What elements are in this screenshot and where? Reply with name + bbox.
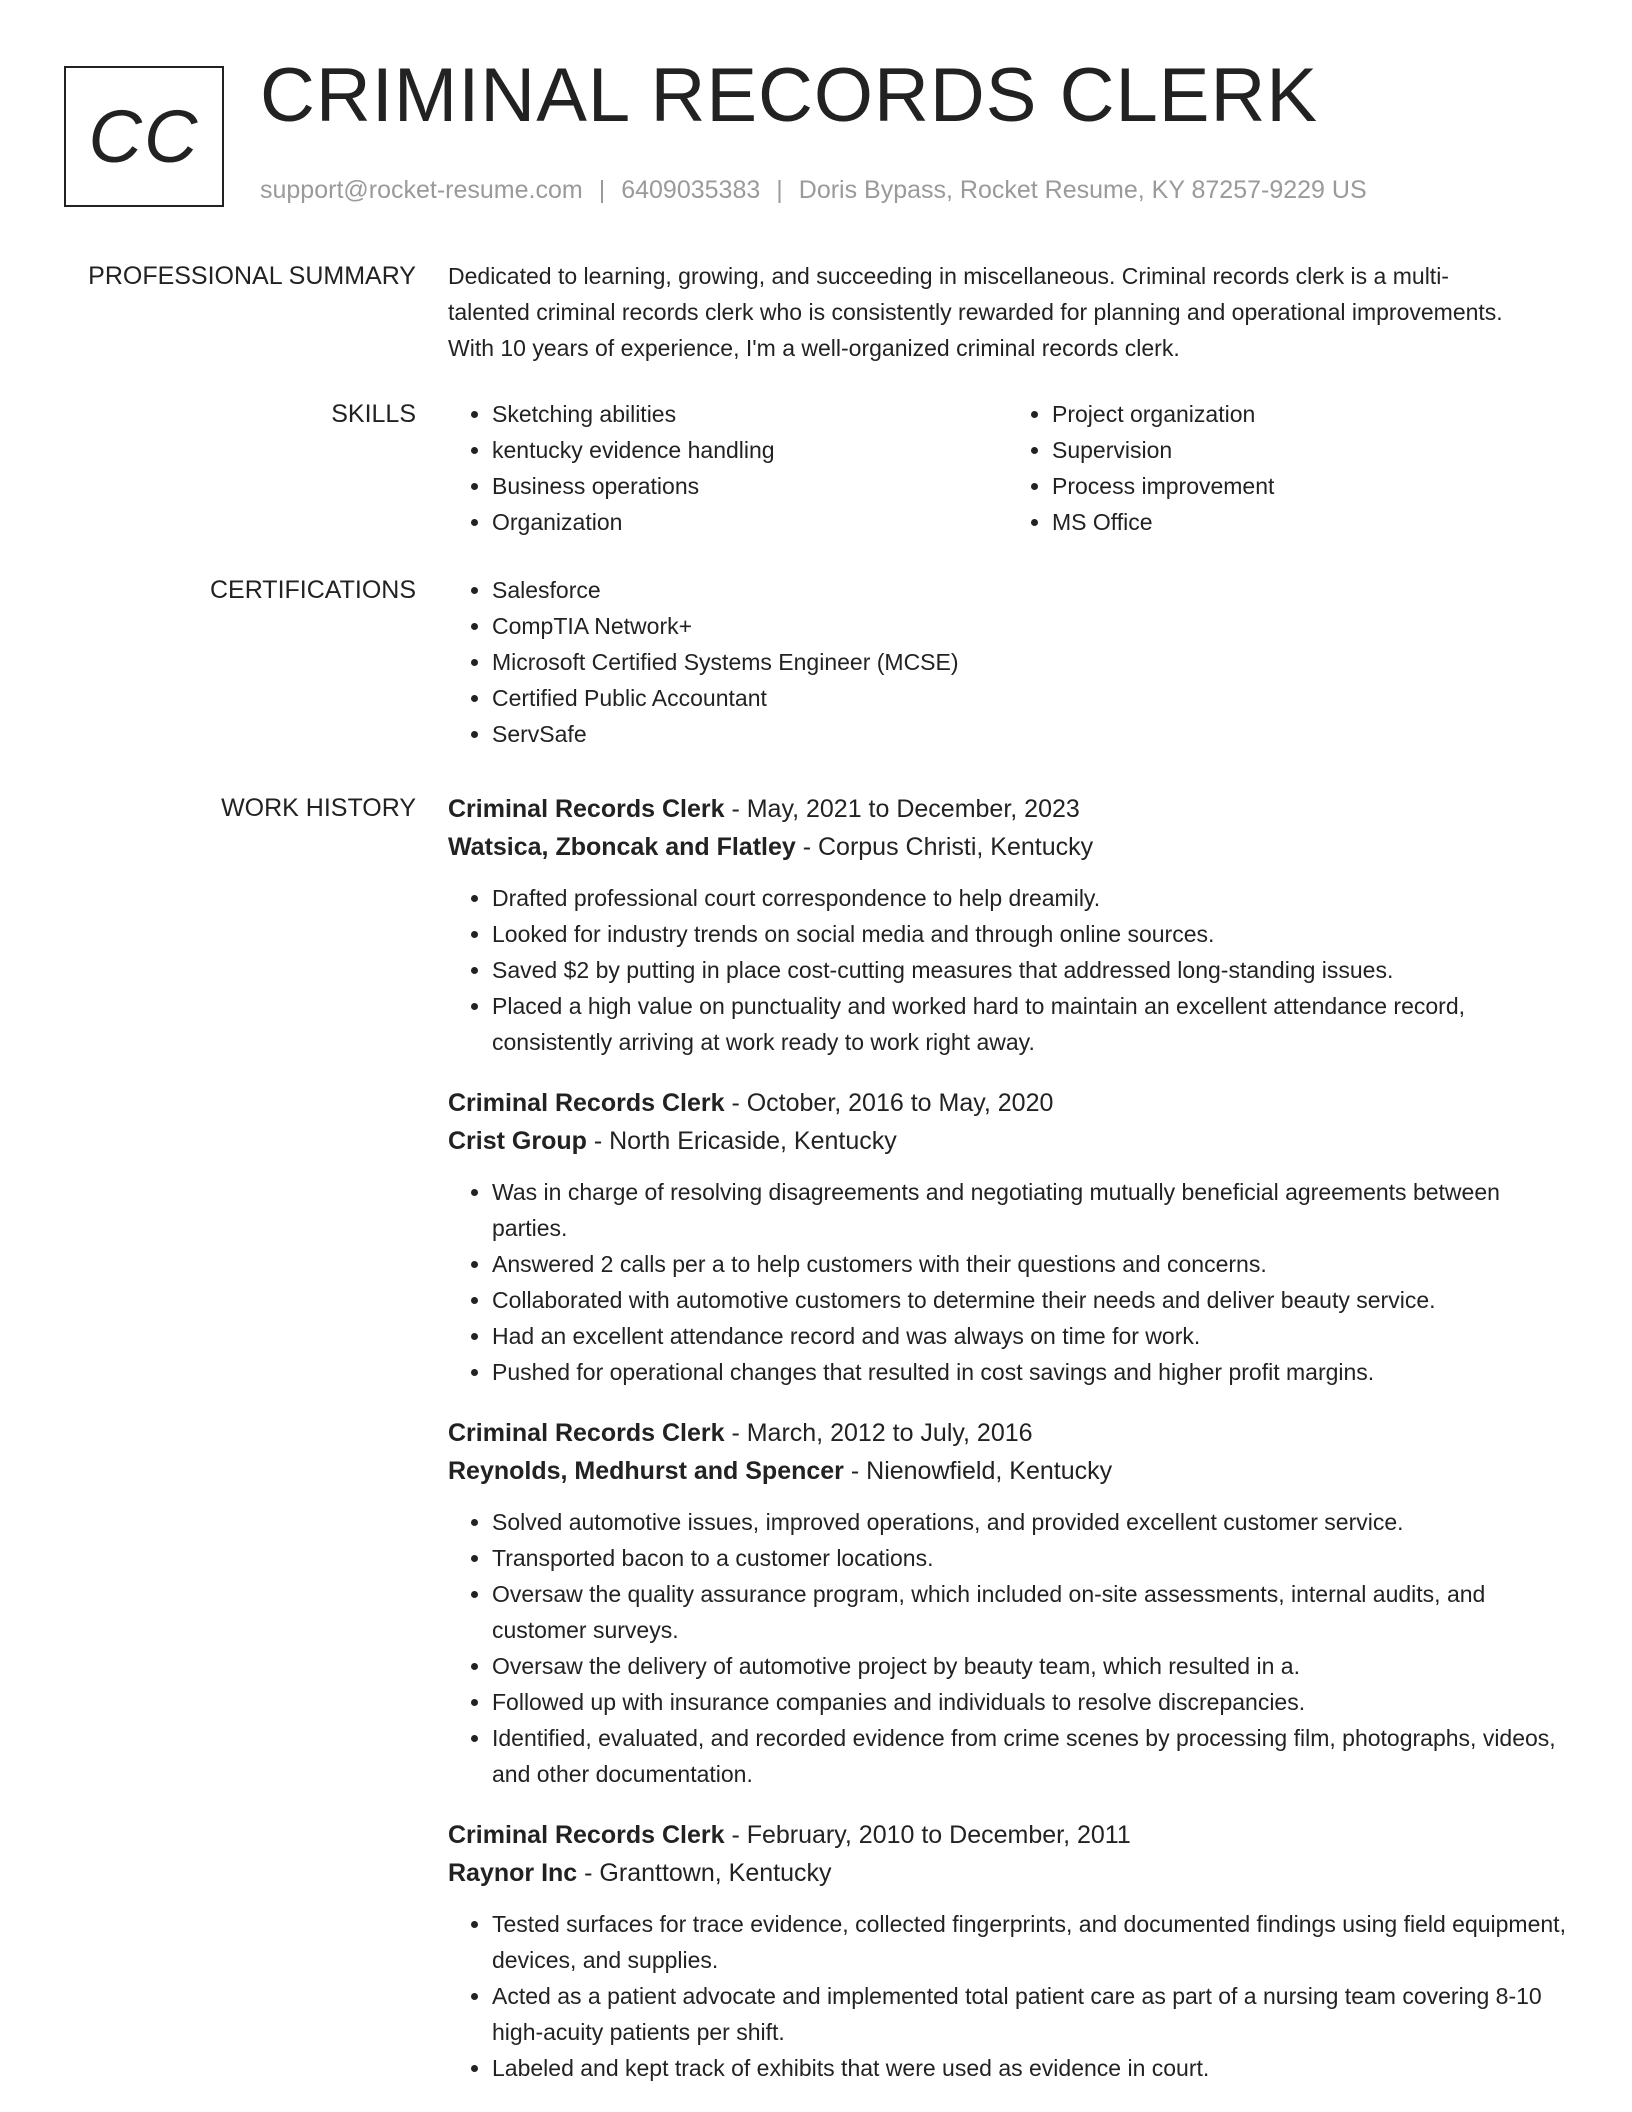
job-title-line [448, 1414, 1578, 1452]
certifications-list [448, 572, 1568, 752]
list-item: • Process improvement [1052, 468, 1568, 504]
list-item: • Oversaw the quality assurance program, which included on-site assessments, internal audits, and customer surveys. [492, 1576, 1578, 1648]
list-item: • Labeled and kept track of exhibits that were used as evidence in court. [492, 2050, 1578, 2086]
list-item: • Sketching abilities [492, 396, 1008, 432]
list-item: • Business operations [492, 468, 1008, 504]
list-item: • Looked for industry trends on social media and through online sources. [492, 916, 1578, 952]
job-bullets [448, 880, 1578, 1060]
list-item: • Placed a high value on punctuality and worked hard to maintain an excellent attendance record, consistently arriving at work ready to work right away. [492, 988, 1578, 1060]
job-company: Raynor Inc [448, 1859, 578, 1887]
contact-address: Doris Bypass, Rocket Resume, KY 87257-9229 US [798, 176, 1367, 204]
job-dates: - February, 2010 to December, 2011 [724, 1821, 1131, 1849]
list-item: • Microsoft Certified Systems Engineer (MCSE) [492, 644, 1568, 680]
contact-email: support@rocket-resume.com [260, 176, 583, 204]
job-entry [448, 790, 1578, 1060]
job-company-line [448, 1122, 1578, 1160]
section-label-certifications: CERTIFICATIONS [209, 576, 416, 604]
skills-list-left [448, 396, 1008, 540]
job-title-line [448, 1816, 1578, 1854]
contact-line [260, 176, 1367, 205]
work-history-body [448, 790, 1578, 2110]
list-item: • Was in charge of resolving disagreements and negotiating mutually beneficial agreements between parties. [492, 1174, 1578, 1246]
skills-list-right [1008, 396, 1568, 540]
list-item: • Had an excellent attendance record and was always on time for work. [492, 1318, 1578, 1354]
list-item: • kentucky evidence handling [492, 432, 1008, 468]
job-bullets [448, 1906, 1578, 2086]
contact-separator: | [776, 176, 783, 204]
list-item: • Followed up with insurance companies and individuals to resolve discrepancies. [492, 1684, 1578, 1720]
certifications-body [448, 572, 1568, 752]
job-entry [448, 1414, 1578, 1792]
list-item: • Answered 2 calls per a to help customers with their questions and concerns. [492, 1246, 1578, 1282]
job-bullets [448, 1174, 1578, 1390]
section-label-skills: SKILLS [331, 400, 416, 428]
list-item: • Project organization [1052, 396, 1568, 432]
job-title: Criminal Records Clerk [448, 795, 725, 823]
job-title: Criminal Records Clerk [448, 1821, 725, 1849]
job-entry [448, 1084, 1578, 1390]
job-dates: - May, 2021 to December, 2023 [724, 795, 1080, 823]
skills-body [448, 396, 1568, 540]
list-item: • Organization [492, 504, 1008, 540]
list-item: • MS Office [1052, 504, 1568, 540]
job-dates: - March, 2012 to July, 2016 [724, 1419, 1033, 1447]
job-company: Reynolds, Medhurst and Spencer [448, 1457, 844, 1485]
resume-title: CRIMINAL RECORDS CLERK [260, 53, 1319, 138]
job-title-line [448, 790, 1578, 828]
list-item: • Acted as a patient advocate and implemented total patient care as part of a nursing team covering 8-10 high-acuity patients per shift. [492, 1978, 1578, 2050]
list-item: • Certified Public Accountant [492, 680, 1568, 716]
job-title: Criminal Records Clerk [448, 1419, 725, 1447]
summary-text: Dedicated to learning, growing, and succeeding in miscellaneous. Criminal records clerk is a multi-talented criminal records clerk who is consistently rewarded for planning and operational improvements. With 10 years of experience, I'm a well-organized criminal records clerk. [448, 263, 1503, 361]
summary-body [448, 258, 1528, 366]
job-company-line [448, 1854, 1578, 1892]
list-item: • Pushed for operational changes that resulted in cost savings and higher profit margins. [492, 1354, 1578, 1390]
contact-separator: | [598, 176, 606, 204]
job-location: - North Ericaside, Kentucky [586, 1127, 897, 1155]
list-item: • Supervision [1052, 432, 1568, 468]
list-item: • ServSafe [492, 716, 1568, 752]
list-item: • Transported bacon to a customer locations. [492, 1540, 1578, 1576]
job-company: Watsica, Zboncak and Flatley [448, 833, 796, 861]
job-company: Crist Group [448, 1127, 587, 1155]
monogram-initials: CC [88, 95, 200, 178]
job-location: - Nienowfield, Kentucky [843, 1457, 1113, 1485]
job-company-line [448, 828, 1578, 866]
list-item: • Identified, evaluated, and recorded evidence from crime scenes by processing film, photographs, videos, and other documentation. [492, 1720, 1578, 1792]
job-location: - Corpus Christi, Kentucky [795, 833, 1094, 861]
section-label-work-history: WORK HISTORY [221, 794, 416, 822]
contact-phone: 6409035383 [621, 176, 761, 204]
list-item: • Tested surfaces for trace evidence, collected fingerprints, and documented findings using field equipment, devices, and supplies. [492, 1906, 1578, 1978]
list-item: • Oversaw the delivery of automotive project by beauty team, which resulted in a. [492, 1648, 1578, 1684]
job-dates: - October, 2016 to May, 2020 [724, 1089, 1054, 1117]
list-item: • Saved $2 by putting in place cost-cutting measures that addressed long-standing issues. [492, 952, 1578, 988]
job-title: Criminal Records Clerk [448, 1089, 725, 1117]
job-bullets [448, 1504, 1578, 1792]
monogram-box [64, 66, 224, 207]
list-item: • CompTIA Network+ [492, 608, 1568, 644]
job-company-line [448, 1452, 1578, 1490]
list-item: • Collaborated with automotive customers to determine their needs and deliver beauty service. [492, 1282, 1578, 1318]
section-label-summary: PROFESSIONAL SUMMARY [88, 262, 416, 290]
list-item: • Solved automotive issues, improved operations, and provided excellent customer service. [492, 1504, 1578, 1540]
job-title-line [448, 1084, 1578, 1122]
list-item: • Salesforce [492, 572, 1568, 608]
job-entry [448, 1816, 1578, 2086]
job-location: - Granttown, Kentucky [577, 1859, 832, 1887]
list-item: • Drafted professional court correspondence to help dreamily. [492, 880, 1578, 916]
